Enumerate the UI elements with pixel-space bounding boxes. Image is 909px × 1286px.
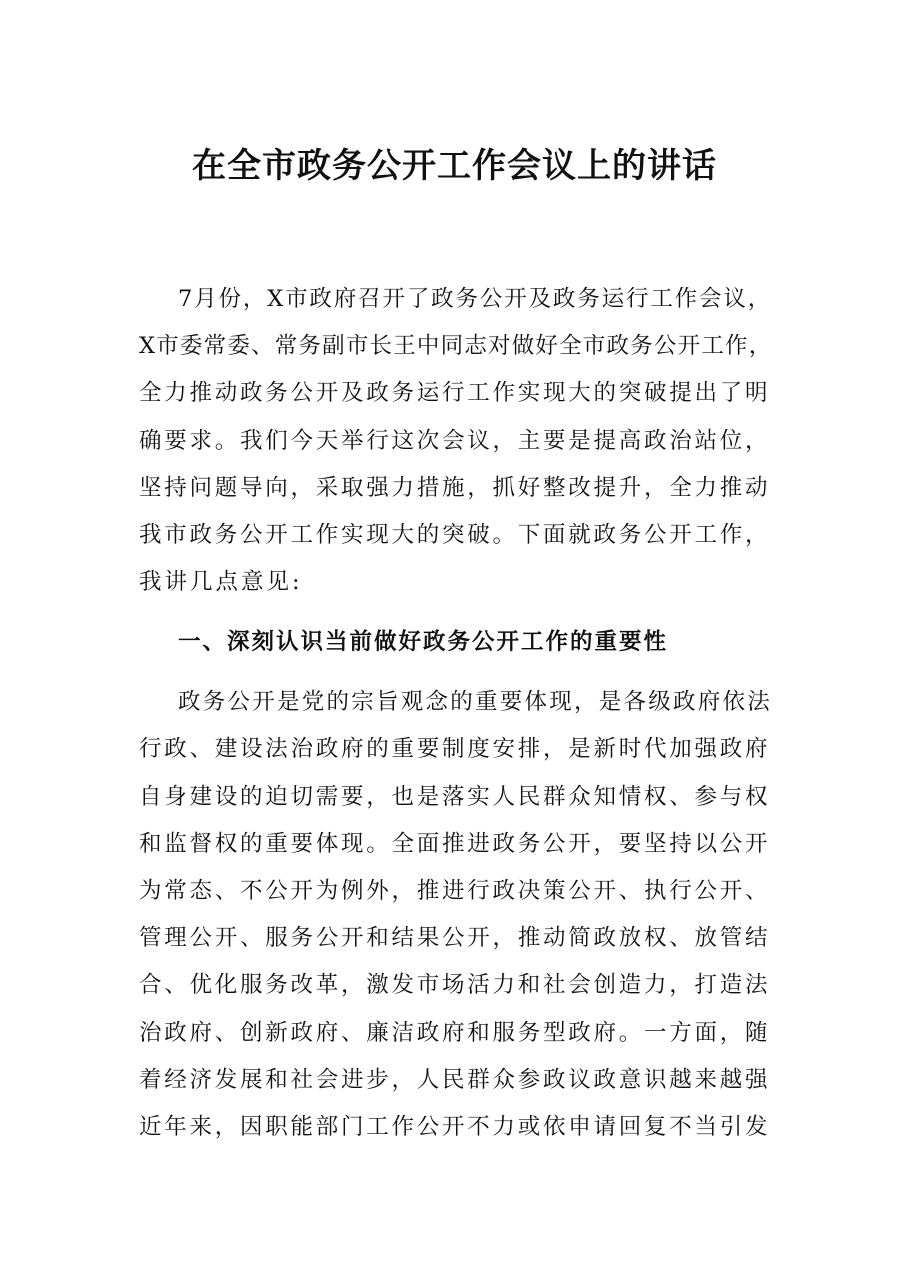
intro-line-7: 我讲几点意见:	[139, 569, 303, 595]
section-heading: 一、深刻认识当前做好政务公开工作的重要性	[178, 629, 669, 655]
intro-line-1: 7月份，X市政府召开了政务公开及政务运行工作会议，	[178, 286, 773, 312]
body-line-4: 和监督权的重要体现。全面推进政务公开，要坚持以公开	[139, 831, 771, 857]
body-line-8: 治政府、创新政府、廉洁政府和服务型政府。一方面，随	[139, 1020, 771, 1046]
intro-line-6: 我市政务公开工作实现大的突破。下面就政务公开工作，	[139, 522, 771, 548]
body-line-2: 行政、建设法治政府的重要制度安排，是新时代加强政府	[139, 736, 771, 762]
body-line-10: 近年来，因职能部门工作公开不力或依申请回复不当引发	[139, 1114, 771, 1140]
body-line-5: 为常态、不公开为例外，推进行政决策公开、执行公开、	[139, 878, 771, 904]
intro-line-3: 全力推动政务公开及政务运行工作实现大的突破提出了明	[139, 380, 771, 406]
body-line-7: 合、优化服务改革，激发市场活力和社会创造力，打造法	[139, 972, 771, 998]
body-line-6: 管理公开、服务公开和结果公开，推动简政放权、放管结	[139, 925, 771, 951]
body-line-9: 着经济发展和社会进步，人民群众参政议政意识越来越强	[139, 1067, 771, 1093]
document-title: 在全市政务公开工作会议上的讲话	[192, 146, 717, 186]
intro-line-2: X市委常委、常务副市长王中同志对做好全市政务公开工作，	[139, 333, 773, 359]
intro-line-4: 确要求。我们今天举行这次会议，主要是提高政治站位，	[139, 428, 771, 454]
intro-line-5: 坚持问题导向，采取强力措施，抓好整改提升，全力推动	[139, 475, 771, 501]
body-line-3: 自身建设的迫切需要，也是落实人民群众知情权、参与权	[139, 784, 771, 810]
body-line-1: 政务公开是党的宗旨观念的重要体现，是各级政府依法	[178, 689, 773, 715]
